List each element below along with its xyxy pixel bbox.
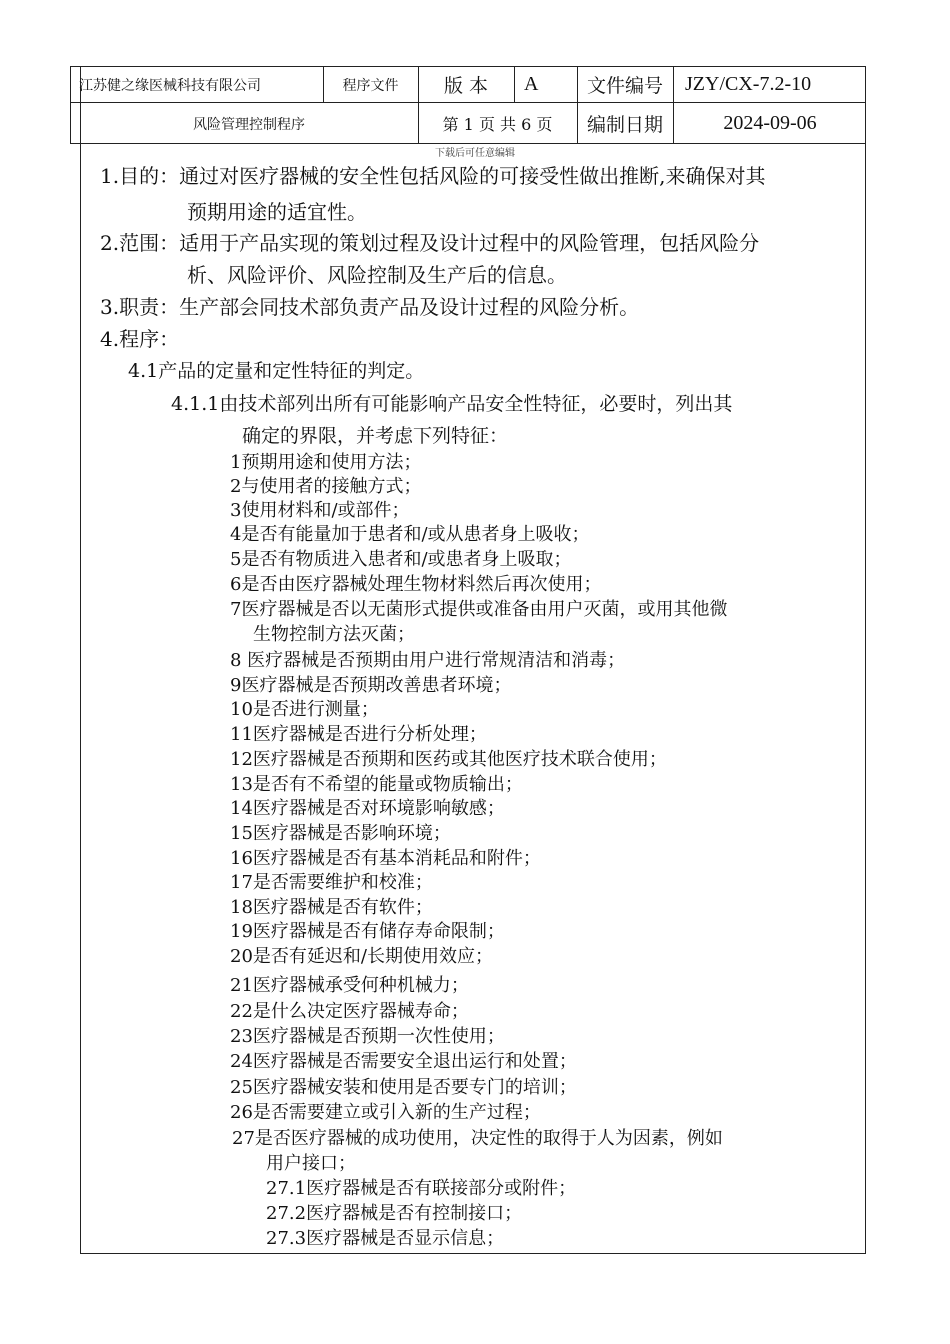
content-line: 生物控制方法灭菌；	[253, 624, 415, 645]
company-name: 江苏健之缘医械科技有限公司	[79, 77, 261, 94]
document-title: 风险管理控制程序	[193, 116, 305, 133]
content-line: 9医疗器械是否预期改善患者环境；	[230, 675, 512, 696]
header-table	[70, 66, 866, 144]
content-line: 预期用途的适宜性。	[187, 200, 367, 224]
content-line: 20是否有延迟和/长期使用效应；	[230, 946, 493, 967]
content-line: 3.职责：生产部会同技术部负责产品及设计过程的风险分析。	[100, 295, 640, 319]
content-line: 4.程序：	[100, 327, 180, 351]
content-line: 25医疗器械安装和使用是否要专门的培训；	[230, 1077, 577, 1098]
version-value: A	[524, 73, 539, 95]
content-line: 4.1.1由技术部列出所有可能影响产品安全性特征，必要时，列出其	[171, 393, 733, 415]
content-line: 2与使用者的接触方式；	[230, 476, 422, 497]
content-line: 12医疗器械是否预期和医药或其他医疗技术联合使用；	[230, 749, 667, 770]
content-line: 26是否需要建立或引入新的生产过程；	[230, 1102, 541, 1123]
file-number-value: JZY/CX-7.2-10	[685, 73, 812, 95]
content-line: 23医疗器械是否预期一次性使用；	[230, 1026, 505, 1047]
content-line: 21医疗器械承受何种机械力；	[230, 975, 469, 996]
content-line: 18医疗器械是否有软件；	[230, 897, 433, 918]
content-line: 4是否有能量加于患者和/或从患者身上吸收；	[230, 524, 590, 545]
content-line: 确定的界限，并考虑下列特征：	[242, 425, 509, 447]
content-line: 11医疗器械是否进行分析处理；	[230, 724, 487, 745]
download-note: 下载后可任意编辑	[435, 148, 515, 159]
content-line: 5是否有物质进入患者和/或患者身上吸取；	[230, 549, 572, 570]
content-line: 4.1产品的定量和定性特征的判定。	[128, 360, 425, 382]
content-line: 6是否由医疗器械处理生物材料然后再次使用；	[230, 574, 602, 595]
content-line: 22是什么决定医疗器械寿命；	[230, 1001, 469, 1022]
content-line: 27.3医疗器械是否显示信息；	[266, 1228, 505, 1249]
content-line: 15医疗器械是否影响环境；	[230, 823, 451, 844]
content-line: 1.目的：通过对医疗器械的安全性包括风险的可接受性做出推断,来确保对其	[100, 164, 766, 188]
content-line: 27.1医疗器械是否有联接部分或附件；	[266, 1178, 577, 1199]
doc-type: 程序文件	[342, 77, 399, 94]
content-line: 27.2医疗器械是否有控制接口；	[266, 1203, 523, 1224]
page-info: 第 1 页 共 6 页	[442, 115, 553, 134]
content-line: 3使用材料和/或部件；	[230, 500, 410, 521]
file-number-label: 文件编号	[586, 75, 663, 97]
date-label: 编制日期	[586, 114, 663, 136]
content-line: 19医疗器械是否有储存寿命限制；	[230, 921, 505, 942]
content-line: 10是否进行测量；	[230, 699, 379, 720]
content-line: 1预期用途和使用方法；	[230, 452, 422, 473]
content-line: 13是否有不希望的能量或物质输出；	[230, 774, 523, 795]
date-value: 2024-09-06	[723, 112, 817, 134]
content-line: 8 医疗器械是否预期由用户进行常规清洁和消毒；	[230, 650, 626, 671]
content-line: 用户接口；	[266, 1153, 356, 1174]
content-line: 27是否医疗器械的成功使用，决定性的取得于人为因素，例如	[232, 1128, 723, 1149]
content-line: 7医疗器械是否以无菌形式提供或准备由用户灭菌，或用其他微	[230, 599, 728, 620]
content-line: 24医疗器械是否需要安全退出运行和处置；	[230, 1051, 577, 1072]
content-line: 17是否需要维护和校准；	[230, 872, 433, 893]
content-line: 析、风险评价、风险控制及生产后的信息。	[187, 263, 567, 287]
content-line: 2.范围：适用于产品实现的策划过程及设计过程中的风险管理，包括风险分	[100, 231, 760, 255]
version-label: 版 本	[443, 75, 489, 97]
content-line: 14医疗器械是否对环境影响敏感；	[230, 798, 505, 819]
content-line: 16医疗器械是否有基本消耗品和附件；	[230, 848, 541, 869]
